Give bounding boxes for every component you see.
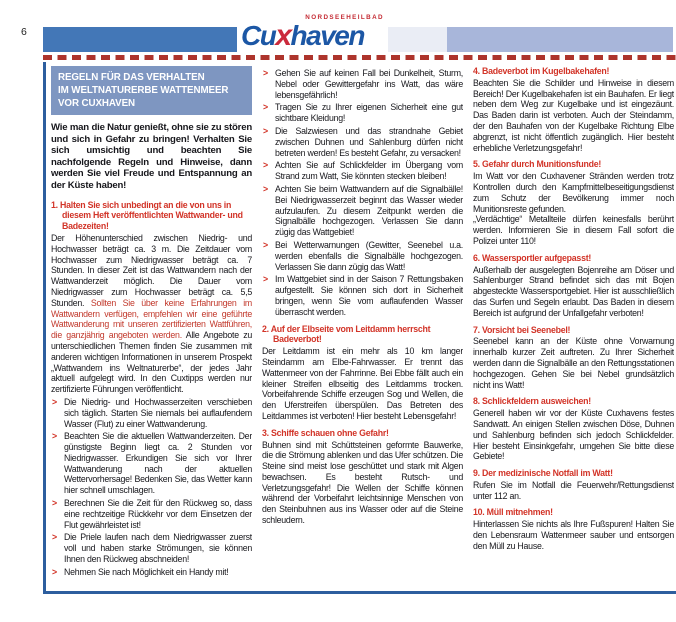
section-heading: 3. Schiffe schauen ohne Gefahr! [262,427,389,438]
bullet-item [262,274,463,317]
section-heading: 8. Schlickfeldern ausweichen! [473,396,591,407]
bullet-text: Nehmen Sie nach Möglichkeit ein Handy mit! [64,566,229,577]
body-text: Im Watt vor den Cuxhavener Stränden werden trotz Kontrollen durch den Kampfmittelbeseitigungsdienst zum Schutz der Bevölkerung immer noch Munitionsreste gefunden. [473,171,674,214]
body-text: Der Höhenunterschied zwischen Niedrig- und Hochwasser beträgt ca. 3 m. Die Zeitdauer vom Hochwasser zum Niedrigwasser beträgt ca. 7 Stunden. In dieser Zeit ist das Wattwandern nach der Wattwanderzeit möglich. Die Dauer vom Niedrigwasser zum Hochwasser beträgt ca. 5,5 Stunden. [51,232,252,308]
rules-title-line: VOR CUXHAVEN [58,98,136,109]
bullet-text: Gehen Sie auf keinen Fall bei Dunkelheit, Sturm, Nebel oder Gewittergefahr ins Watt, das wäre lebensgefährlich! [275,68,463,100]
body-paragraph [473,265,674,319]
logo-wordmark [241,19,387,52]
bullet-text: Achten Sie auf Schlickfelder im Übergang vom Strand zum Watt, Sie könnten stecken bleiben! [275,160,463,182]
section-heading: 7. Vorsicht bei Seenebel! [473,324,571,335]
arrow-bullet-icon: > [263,160,268,171]
logo-x-mark: x [275,19,291,52]
body-text: Generell haben wir vor der Küste Cuxhavens festes Sandwatt. An einigen Stellen zwischen Döse, Duhnen und Sahlenburg befinden sich jedoch Schlickfelder. Hier besteht Einsinkgefahr, umgehen Sie bitte diese Gebiete! [473,408,674,462]
body-paragraph [473,214,674,246]
section-heading: 6. Wassersportler aufgepasst! [473,252,592,263]
bullet-text: Berechnen Sie die Zeit für den Rückweg so, dass eine rechtzeitige Rückkehr vor dem Einsetzen der Flut gewährleistet ist! [64,498,252,530]
bullet-text: Die Priele laufen nach dem Niedrigwasser zuerst voll und haben starke Strömungen, sie können Ihnen den Rückweg abschneiden! [64,532,252,565]
bullet-text: Im Wattgebiet sind in der Saison 7 Rettungsbaken aufgestellt. Sie können sich dort in Sicherheit bringen, wenn Sie vom auflaufenden Wasser überrascht werden. [275,274,463,317]
body-text: Beachten Sie die Schilder und Hinweise in diesem Bereich! Der Kugelbakehafen ist ein Bauhafen. Er liegt neben dem Weg zur Kugelbake und ist eingezäunt. Das Baden darin ist verboten. Auch der Steindamm, der den Bauhafen von der Kugelbake Richtung Elbe abgrenzt, ist nicht öffentlich zugänglich. Hier besteht erhebliche Verletzungsgefahr! [473,77,674,153]
body-text: Seenebel kann an der Küste ohne Vorwarnung innerhalb kurzer Zeit auftreten. Zu Ihrer Sicherheit werden dann die Signalbälle an den Rettungsstationen hochgezogen. Gehen Sie bei Nebel grundsätzlich nicht ins Watt! [473,336,674,390]
bullet-text: Die Salzwiesen und das strandnahe Gebiet zwischen Duhnen und Sahlenburg dürfen nicht betreten werden! Es besteht Gefahr, zu versacken! [275,125,463,158]
body-paragraph [51,233,252,395]
arrow-bullet-icon: > [52,566,57,577]
arrow-bullet-icon: > [263,274,268,285]
body-paragraph [473,519,674,551]
arrow-bullet-icon: > [263,125,268,136]
arrow-bullet-icon: > [52,498,57,509]
section-heading: 1. Halten Sie sich unbedingt an die von uns in diesem Heft veröffentlichten Wattwander- und Badezeiten! [51,199,243,232]
body-paragraph [473,408,674,462]
section-heading: 4. Badeverbot im Kugelbakehafen! [473,66,610,76]
body-text: Der Leitdamm ist ein mehr als 10 km langer Steindamm am Elbe-Fahrwasser. Er trennt das Wattenmeer von der Fahrrinne. Bei Ebbe fällt auch ein kleiner Streifen elbseitig des Leitdamms trocken. Vorbeifahrende Schiffe erzeugen Sog und Wellen, die den Uferstreifen überspülen. Das Betreten des Leitdammes ist verboten! Hier besteht Lebensgefahr! [262,346,463,421]
header-bar-secondary [447,27,673,52]
column-right [473,66,674,591]
arrow-bullet-icon: > [263,102,268,113]
logo-text-haven: haven [290,20,364,51]
logo-tagline: NORDSEEHEILBAD [305,14,384,21]
bullet-text: Die Niedrig- und Hochwasserzeiten verschieben sich täglich. Starten Sie niemals bei auflaufendem Wasser (Flut) zu einer Wattwanderung. [64,396,252,429]
bullet-text: Bei Wetterwarnungen (Gewitter, Seenebel u.a. werden ebenfalls die Signalbälle hochgezogen. Verlassen Sie dann zügig das Watt! [275,239,463,272]
logo-text-cu: Cu [241,20,276,51]
bullet-item [262,102,463,124]
bullet-item [51,567,252,578]
body-text: Außerhalb der ausgelegten Bojenreihe am Döser und Sahlenburger Strand befindet sich das mit Bojen abgesteckte Wassersportgebiet. Hier ist ausschließlich das Surfen und Segeln erlaubt. Das Baden in diesem Bereich ist aufgrund der Unfallgefahr verboten! [473,264,674,318]
cuxhaven-logo [241,14,387,50]
arrow-bullet-icon: > [263,68,268,78]
bullet-list [51,397,252,578]
body-text: Alle Angebote zu unterschiedlichen Themen finden Sie zusammen mit anderen wichtigen Informationen in unserem Prospekt „Wattwandern ins Weltnaturerbe“, der jedes Jahr aktuell aufgelegt wird. In den Cuxtipps werden nur zertifizierte Führungen veröffentlicht. [51,330,252,395]
intro-paragraph: Wie man die Natur genießt, ohne sie zu stören und sich in Gefahr zu bringen! Verhalten Sie sich umsichtig und beachten Sie nachfolgende Regeln und Hinweise, dann werden Sie viel Freude und Entspannung an der Küste haben! [51,122,252,191]
bullet-item [51,397,252,429]
body-paragraph [262,346,463,422]
bullet-text: Beachten Sie die aktuellen Wattwanderzeiten. Der günstigste Beginn liegt ca. 2 Stunden vor Niedrigwasser. Erkundigen Sie sich vor Ihrer Wattwanderung nach der aktuellen Wettervorhersage! Bedenken Sie, das Wetter kann hier schnell umschlagen. [64,431,252,496]
bullet-text: Achten Sie beim Wattwandern auf die Signalbälle! Bei Niedrigwasserzeit beginnt das Wasser wieder aufzulaufen. Zu diesem Zeitpunkt werden die Signalbälle hochgezogen. Verlassen Sie dann zügig das Wattgebiet! [275,183,463,238]
bullet-list [262,68,463,318]
bullet-item [262,184,463,238]
body-text: Hinterlassen Sie nichts als Ihre Fußspuren! Halten Sie den Lebensraum Wattenmeer sauber und entsorgen den Müll zu Hause. [473,519,674,551]
body-text: Rufen Sie im Notfall die Feuerwehr/Rettungsdienst unter 112 an. [473,479,674,501]
rules-title-line: IM WELTNATURERBE WATTENMEER [58,85,229,96]
section-heading: 9. Der medizinische Notfall im Watt! [473,468,613,479]
section-heading: 10. Müll mitnehmen! [473,507,553,518]
bullet-item [51,431,252,496]
arrow-bullet-icon: > [52,532,57,543]
rules-title-box [51,66,252,115]
body-paragraph [473,171,674,214]
column-middle [262,66,463,591]
bullet-item [262,126,463,158]
header-bar-primary [43,27,237,52]
column-left [51,66,252,591]
bullet-text: Tragen Sie zu Ihrer eigenen Sicherheit eine gut sichtbare Kleidung! [275,102,463,124]
bullet-item [262,160,463,182]
body-text: „Verdächtige“ Metallteile dürfen keinesfalls berührt werden. Informieren Sie in diesem Fall sofort die Polizei unter 110! [473,214,674,246]
body-paragraph [473,480,674,502]
arrow-bullet-icon: > [263,183,268,194]
bullet-item [262,240,463,272]
arrow-bullet-icon: > [52,396,57,407]
body-paragraph [473,78,674,154]
arrow-bullet-icon: > [52,431,57,442]
section-heading: 5. Gefahr durch Munitionsfunde! [473,159,602,170]
body-text: Buhnen sind mit Schüttsteinen geformte Bauwerke, die die Strömung ablenken und das Ufer schützen. Die Steine sind meist lose geschüttet und stark mit Algen bewachsen. Es besteht Rutsch- und Verletzungsgefahr! Die Wellen der Schiffe können während der Vorbeifahrt leichtsinnige Menschen von den Steinbuhnen aus ins Wasser oder auf die Steine schleudern. [262,439,463,526]
body-paragraph [262,440,463,526]
arrow-bullet-icon: > [263,239,268,250]
bullet-item [51,498,252,530]
header-block-light [388,27,447,52]
content-frame [43,62,676,594]
bullet-item [262,68,463,100]
page-number: 6 [21,26,27,38]
body-text-red: Sollten Sie über keine Erfahrungen im Wattwandern verfügen, empfehlen wir eine geführte Wattwanderung mit unseren zertifizierten Wattführen, die ganzjährig angeboten werden. [51,297,252,341]
body-paragraph [473,336,674,390]
dashed-divider [43,55,676,60]
section-heading: 2. Auf der Elbseite vom Leitdamm herrscht Badeverbot! [262,323,431,345]
rules-title-line: REGELN FÜR DAS VERHALTEN [58,72,205,83]
bullet-item [51,532,252,564]
